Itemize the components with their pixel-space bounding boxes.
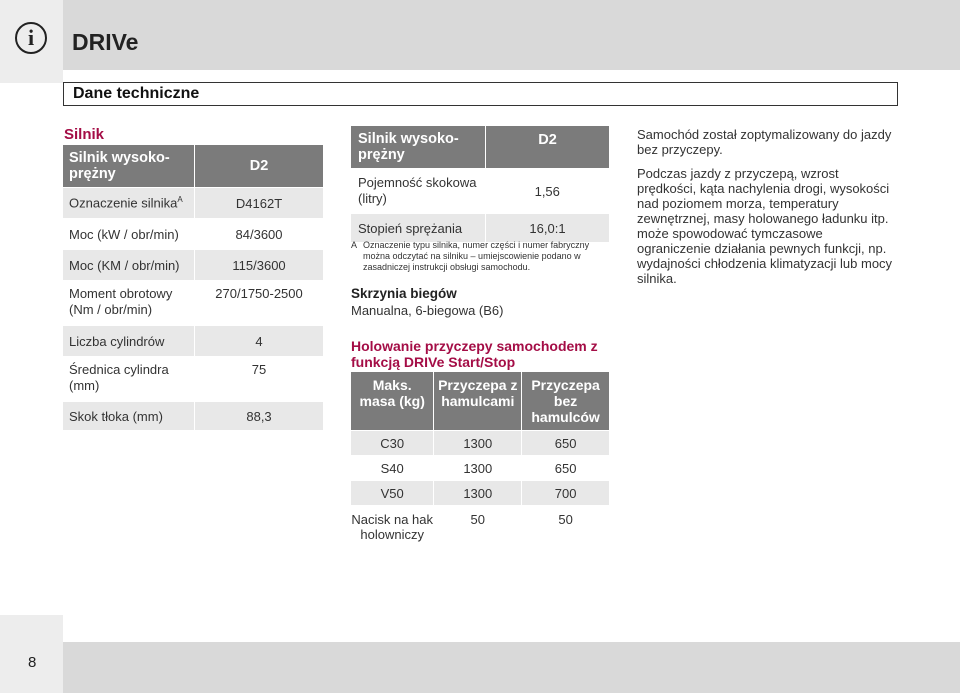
footnote-marker: A (351, 240, 358, 250)
table-row (351, 168, 609, 214)
row-value: 1,56 (534, 183, 560, 199)
table-header-row (351, 372, 609, 431)
table-cell: C30 (351, 431, 434, 456)
paragraph: Samochód został zoptymalizowany do jazdy bez przyczepy. (637, 127, 892, 157)
table-cell: 50 (434, 506, 522, 567)
table-cell: S40 (351, 456, 434, 481)
table-row (63, 219, 323, 250)
header-bar (63, 0, 960, 70)
engine-table (63, 145, 323, 431)
table-header-row (351, 126, 609, 168)
row-value: 115/3600 (195, 250, 323, 281)
row-value: 4 (195, 326, 323, 357)
table-cell: 650 (522, 456, 609, 481)
table-row (351, 456, 609, 481)
table-cell: 1300 (434, 456, 522, 481)
table-row (351, 431, 609, 456)
section-title: Dane techniczne (73, 85, 200, 102)
spec-header-label: Silnik wysokoprężny (351, 126, 486, 168)
page-title: DRIVe (72, 29, 139, 55)
spec-table (351, 126, 609, 242)
spec-header-value: D2 (486, 126, 610, 168)
page-number: 8 (28, 654, 37, 671)
engine-title: Silnik (64, 126, 105, 143)
row-label: Średnica cylindra (mm) (63, 357, 195, 402)
table-row (63, 281, 323, 326)
row-label: Oznaczenie silnika$^A$ (63, 188, 195, 219)
gearbox-text: Manualna, 6-biegowa (B6) (351, 303, 504, 318)
gearbox-title: Skrzynia biegów (351, 286, 457, 301)
table-cell: 650 (522, 431, 609, 456)
row-value: D4162T (195, 188, 323, 219)
row-value: 88,3 (195, 402, 323, 431)
row-label: Liczba cylindrów (63, 326, 195, 357)
table-row (351, 214, 609, 242)
row-value: 75 (195, 357, 323, 402)
footer-bar (63, 642, 960, 693)
row-label: Skok tłoka (mm) (63, 402, 195, 431)
column-header: Przyczepa z hamulcami (434, 372, 522, 431)
row-label: Stopień sprężania (351, 214, 486, 242)
row-value: 84/3600 (195, 219, 323, 250)
row-label: Moc (KM / obr/min) (63, 250, 195, 281)
column-header: Maks. masa (kg) (351, 372, 434, 431)
row-value: 270/1750-2500 (195, 281, 323, 326)
table-row (63, 188, 323, 219)
table-row (63, 326, 323, 357)
column-header: Przyczepa bez hamulców (522, 372, 609, 431)
table-cell: 700 (522, 481, 609, 506)
footnote-text: Oznaczenie typu silnika, numer części i numer fabryczny można odczytać na silniku – umiejscowienie podano w zasadniczej instrukcji obsługi samochodu. (363, 240, 590, 272)
row-label: Moc (kW / obr/min) (63, 219, 195, 250)
engine-header-label: Silnik wysokoprężny (63, 145, 195, 188)
table-row (63, 250, 323, 281)
right-column-text (637, 127, 899, 295)
info-icon: i (15, 22, 47, 54)
table-cell: Nacisk na hak holowniczy (351, 506, 434, 567)
engine-header-value: D2 (195, 145, 323, 188)
table-cell: 1300 (434, 481, 522, 506)
towing-table (351, 372, 609, 567)
row-label: Moment obrotowy (Nm / obr/min) (63, 281, 195, 326)
table-row (63, 357, 323, 402)
table-row (351, 506, 609, 567)
row-value: 16,0:1 (486, 214, 610, 242)
table-row (63, 402, 323, 431)
paragraph: Podczas jazdy z przyczepą, wzrost prędkości, kąta nachylenia drogi, wysokości nad poziomem morza, temperatury zewnętrznej, masy holowanego ładunku itp. może spowodować tymczasowe ograniczenie działania pewnych funkcji, np. wydajności chłodzenia klimatyzacji lub mocy silnika. (637, 166, 893, 286)
table-cell: 1300 (434, 431, 522, 456)
table-row (351, 481, 609, 506)
towing-title: Holowanie przyczepy samochodem z funkcją DRIVe Start/Stop (351, 338, 598, 370)
footnote (351, 240, 606, 273)
row-label: Pojemność skokowa (litry) (358, 175, 477, 206)
table-cell: 50 (522, 506, 609, 567)
table-header-row (63, 145, 323, 188)
table-cell: V50 (351, 481, 434, 506)
